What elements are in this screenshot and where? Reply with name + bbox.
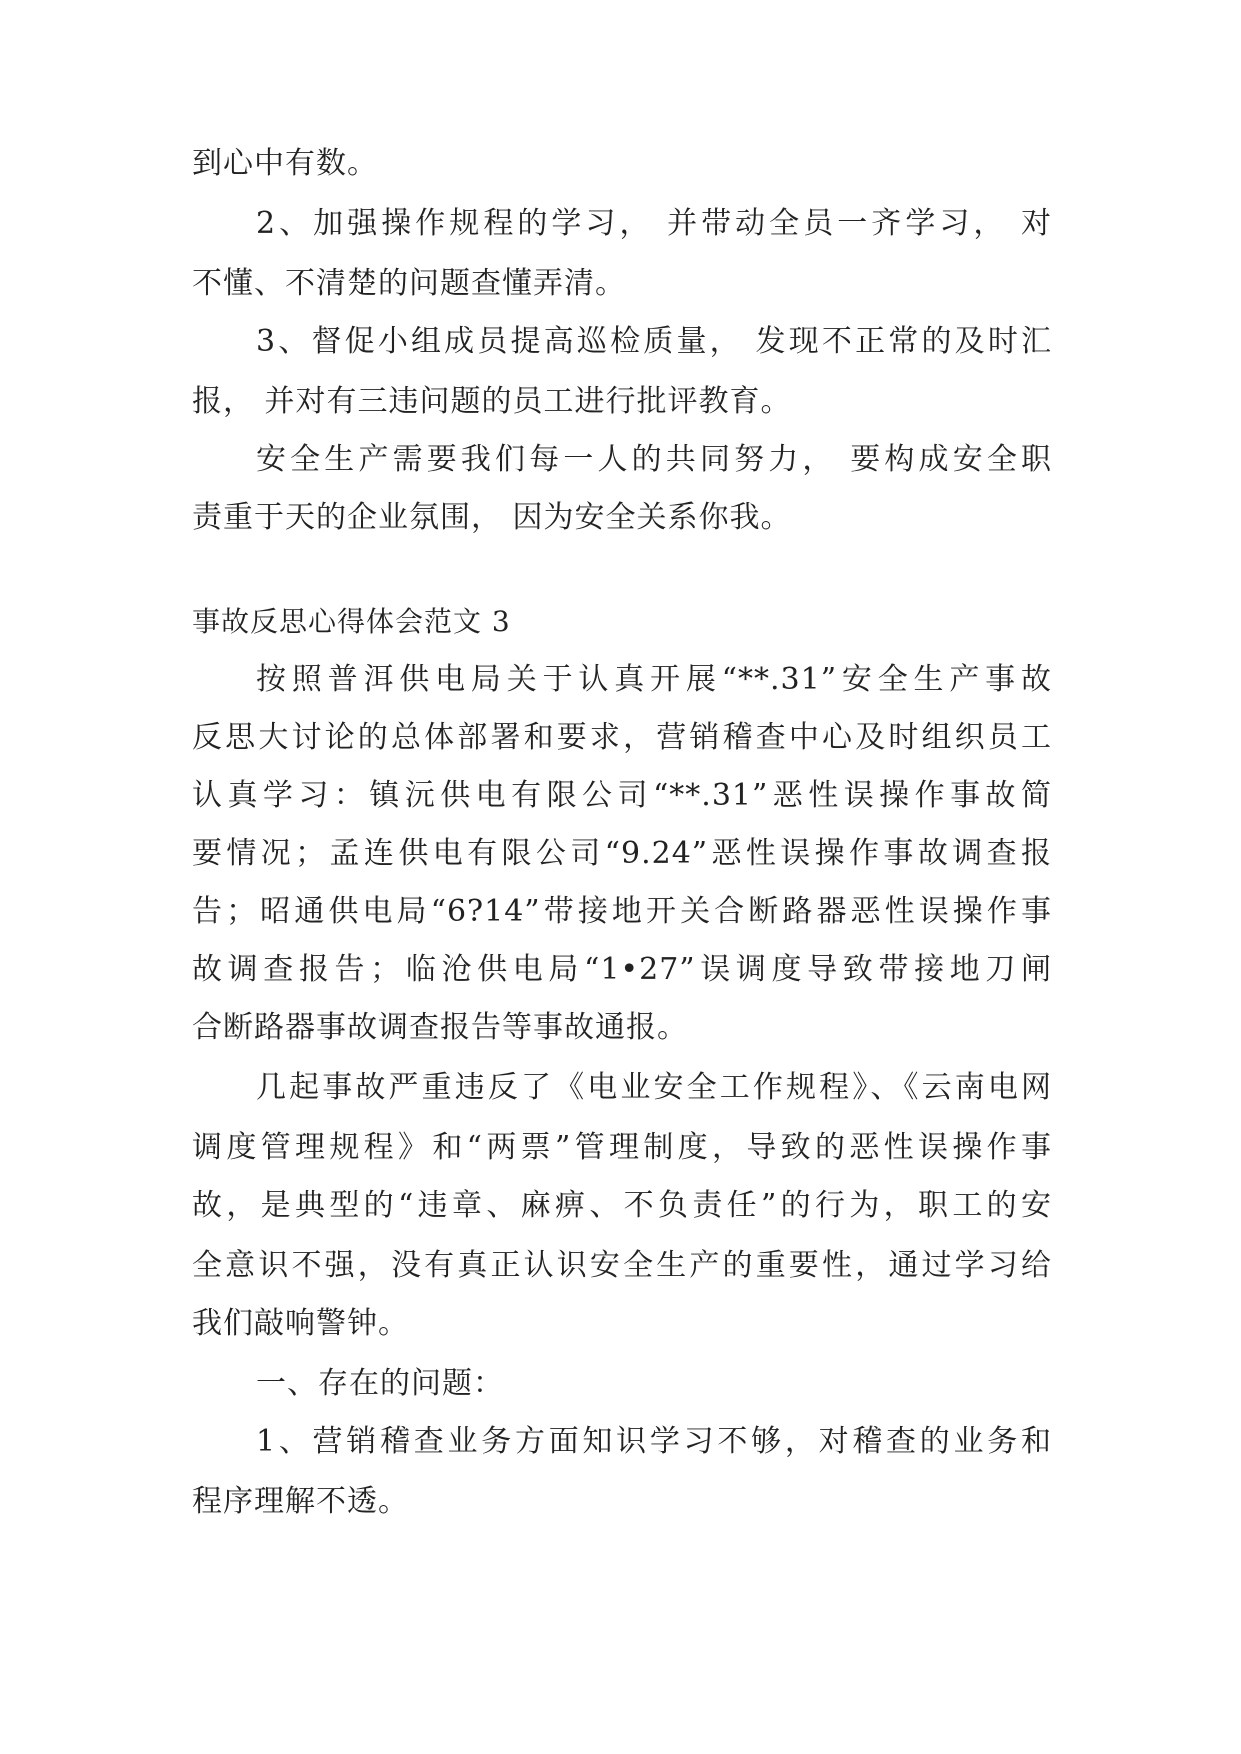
paragraph-line: 合断路器事故调查报告等事故通报。 [192,1010,688,1045]
paragraph-line: 全意识不强，没有真正认识安全生产的重要性，通过学习给 [192,1248,1052,1283]
paragraph-line: 要情况；孟连供电有限公司“9.24”恶性误操作事故调查报 [192,836,1052,871]
paragraph-line: 几起事故严重违反了《电业安全工作规程》、《云南电网 [256,1070,1052,1105]
paragraph-line: 报， 并对有三违问题的员工进行批评教育。 [192,384,792,419]
paragraph-line: 1、营销稽查业务方面知识学习不够，对稽查的业务和 [256,1424,1052,1459]
paragraph-line: 告；昭通供电局“6?14”带接地开关合断路器恶性误操作事 [192,894,1052,929]
paragraph-line: 按照普洱供电局关于认真开展“**.31”安全生产事故 [256,662,1052,697]
paragraph-line: 我们敲响警钟。 [192,1306,409,1341]
paragraph-line: 反思大讨论的总体部署和要求，营销稽查中心及时组织员工 [192,720,1052,755]
paragraph-line: 不懂、不清楚的问题查懂弄清。 [192,266,626,301]
subsection-heading: 一、存在的问题： [256,1366,504,1401]
paragraph-line: 到心中有数。 [192,146,378,181]
paragraph-line: 责重于天的企业氛围， 因为安全关系你我。 [192,500,792,535]
paragraph-line: 故调查报告；临沧供电局“1•27”误调度导致带接地刀闸 [192,952,1052,987]
paragraph-line: 认真学习：镇沅供电有限公司“**.31”恶性误操作事故简 [192,778,1052,813]
paragraph-line: 2、加强操作规程的学习， 并带动全员一齐学习， 对 [256,206,1052,241]
paragraph-line: 故，是典型的“违章、麻痹、不负责任”的行为，职工的安 [192,1188,1052,1223]
paragraph-line: 程序理解不透。 [192,1484,409,1519]
paragraph-line: 3、督促小组成员提高巡检质量， 发现不正常的及时汇 [256,324,1052,359]
paragraph-line: 安全生产需要我们每一人的共同努力， 要构成安全职 [256,442,1052,477]
paragraph-line: 调度管理规程》和“两票”管理制度，导致的恶性误操作事 [192,1130,1052,1165]
section-heading: 事故反思心得体会范文 3 [192,605,511,638]
